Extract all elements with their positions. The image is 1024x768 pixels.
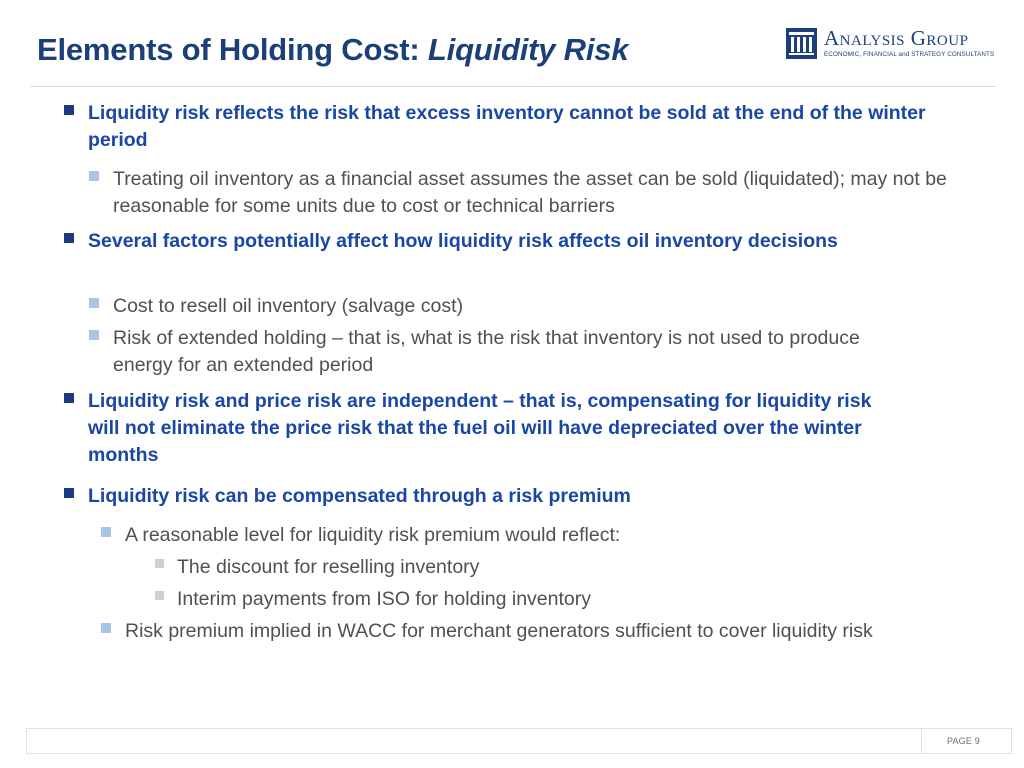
bullet-level2: Risk premium implied in WACC for merchant generators sufficient to cover liquidity risk xyxy=(125,620,873,642)
square-bullet-icon xyxy=(64,233,74,243)
bullet-level2: A reasonable level for liquidity risk premium would reflect: xyxy=(125,524,621,546)
square-bullet-icon xyxy=(155,559,164,568)
logo-name: Analysis Group xyxy=(824,26,969,50)
square-bullet-icon xyxy=(101,527,111,537)
bullet-level2: Treating oil inventory as a financial asset assumes the asset can be sold (liquidated); may not be reasonable for some units due to cost or technical barriers xyxy=(113,168,947,217)
slide-title-italic: Liquidity Risk xyxy=(427,32,629,67)
columns-icon xyxy=(786,28,817,59)
header-divider xyxy=(30,86,996,87)
footer-bar xyxy=(26,728,1012,754)
bullet-level1: Liquidity risk reflects the risk that excess inventory cannot be sold at the end of the winter period xyxy=(88,102,926,151)
bullet-level3: Interim payments from ISO for holding inventory xyxy=(177,588,592,610)
square-bullet-icon xyxy=(64,105,74,115)
slide-title xyxy=(37,32,628,68)
bullet-level3: The discount for reselling inventory xyxy=(177,556,480,578)
footer-divider xyxy=(921,729,922,753)
bullet-level1: Liquidity risk and price risk are independent – that is, compensating for liquidity risk will not eliminate the price risk that the fuel oil will have depreciated over the winter months xyxy=(88,390,872,466)
bullet-level1: Several factors potentially affect how liquidity risk affects oil inventory decisions xyxy=(88,230,838,252)
bullet-level2: Risk of extended holding – that is, what is the risk that inventory is not used to produce energy for an extended period xyxy=(113,327,860,376)
square-bullet-icon xyxy=(89,171,99,181)
bullet-level2: Cost to resell oil inventory (salvage cost) xyxy=(113,295,464,317)
page-number: PAGE 9 xyxy=(946,736,980,746)
bullet-level1: Liquidity risk can be compensated through a risk premium xyxy=(88,485,631,507)
logo-tagline: ECONOMIC, FINANCIAL and STRATEGY CONSULTANTS xyxy=(824,51,995,58)
square-bullet-icon xyxy=(89,330,99,340)
square-bullet-icon xyxy=(64,393,74,403)
square-bullet-icon xyxy=(155,591,164,600)
slide-title-main: Elements of Holding Cost: xyxy=(37,32,428,67)
square-bullet-icon xyxy=(89,298,99,308)
square-bullet-icon xyxy=(64,488,74,498)
company-logo xyxy=(786,27,998,63)
square-bullet-icon xyxy=(101,623,111,633)
